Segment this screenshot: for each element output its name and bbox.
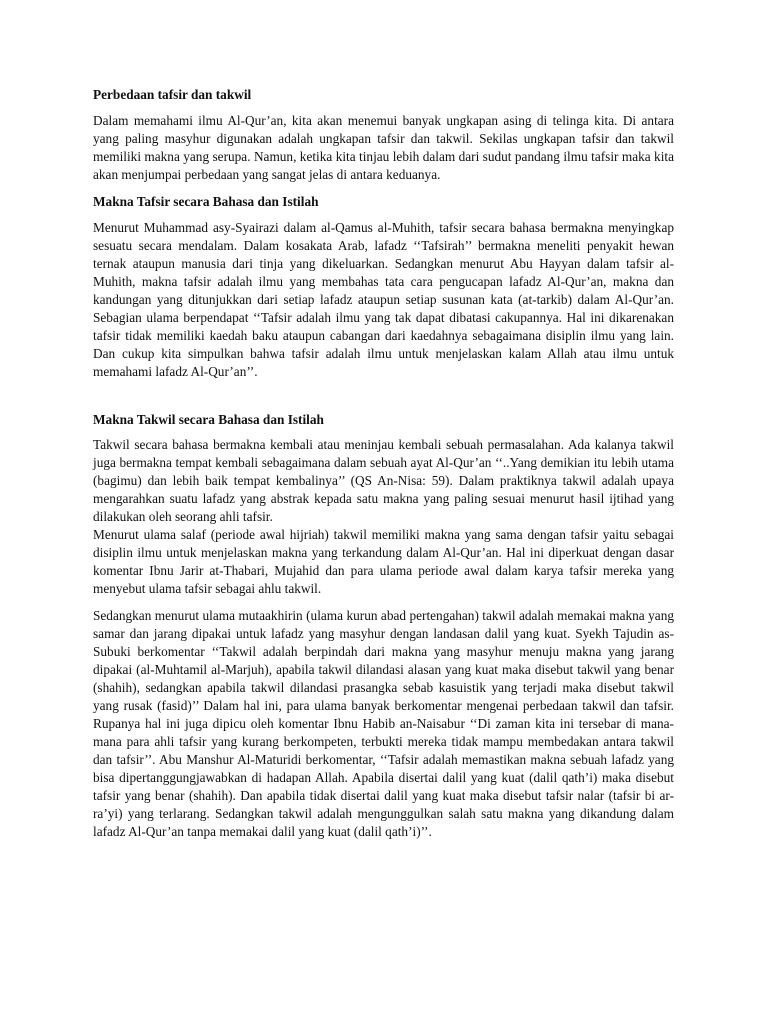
document-page <box>93 86 674 841</box>
section-paragraph: Sedangkan menurut ulama mutaakhirin (ulama kurun abad pertengahan) takwil adalah memakai makna yang samar dan jarang dipakai untuk lafadz yang masyhur dengan landasan dalil yang kuat. Syekh Tajudin as-Subuki berkomentar ‘‘Takwil adalah berpindah dari makna yang masyhur menuju makna yang jarang dipakai (al-Muhtamil al-Marjuh), apabila takwil dilandasi alasan yang kuat maka disebut takwil yang benar (shahih), sedangkan apabila takwil dilandasi prasangka sebab kasuistik yang terjadi maka disebut takwil yang rusak (fasid)’’ Dalam hal ini, para ulama banyak berkomentar mengenai perbedaan takwil dan tafsir. Rupanya hal ini juga dipicu oleh komentar Ibnu Habib an-Naisabur ‘‘Di zaman kita ini tersebar di mana-mana para ahli tafsir yang kurang berkompeten, terbukti mereka tidak mampu membedakan antara takwil dan tafsir’’. Abu Manshur Al-Maturidi berkomentar, ‘‘Tafsir adalah memastikan makna sebuah lafadz yang bisa dipertanggungjawabkan di hadapan Allah. Apabila disertai dalil yang kuat (dalil qath’i) maka disebut tafsir yang benar (shahih). Dan apabila tidak disertai dalil yang kuat maka disebut tafsir nalar (tafsir bi ar-ra’yi) yang terlarang. Sedangkan takwil adalah mengunggulkan salah satu makna yang dikandung dalam lafadz Al-Qur’an tanpa memakai dalil yang kuat (dalil qath’i)’’. <box>93 608 674 839</box>
section-paragraph: Menurut Muhammad asy-Syairazi dalam al-Qamus al-Muhith, tafsir secara bahasa bermakna menyingkap sesuatu secara mendalam. Dalam kosakata Arab, lafadz ‘‘Tafsirah’’ bermakna meneliti penyakit hewan ternak ataupun manusia dari tinja yang dikeluarkan. Sedangkan menurut Abu Hayyan dalam tafsir al-Muhith, makna tafsir adalah ilmu yang membahas tata cara pengucapan lafadz Al-Qur’an, makna dan kandungan yang ditunjukkan dari setiap lafadz ataupun setiap susunan kata (at-tarkib) dalam Al-Qur’an. Sebagian ulama berpendapat ‘‘Tafsir adalah ilmu yang tak dapat dibatasi cakupannya. Hal ini dikarenakan tafsir tidak memiliki kaedah baku ataupun cabangan dari kaedahnya sebagaimana disiplin ilmu yang lain. Dan cukup kita simpulkan bahwa tafsir adalah ilmu untuk menjelaskan kalam Allah atau ilmu untuk memahami lafadz Al-Qur’an’’. <box>93 220 674 379</box>
section-heading-makna-tafsir: Makna Tafsir secara Bahasa dan Istilah <box>93 194 319 209</box>
section-heading-makna-takwil: Makna Takwil secara Bahasa dan Istilah <box>93 412 324 427</box>
section-paragraph: Dalam memahami ilmu Al-Qur’an, kita akan menemui banyak ungkapan asing di telinga kita. Di antara yang paling masyhur digunakan adalah ungkapan tafsir dan takwil. Sekilas ungkapan tafsir dan takwil memiliki makna yang serupa. Namun, ketika kita tinjau lebih dalam dari sudut pandang ilmu tafsir maka kita akan menjumpai perbedaan yang sangat jelas di antara keduanya. <box>93 113 674 182</box>
section-paragraph: Takwil secara bahasa bermakna kembali atau meninjau kembali sebuah permasalahan. Ada kalanya takwil juga bermakna tempat kembali sebagaimana dalam sebuah ayat Al-Qur’an ‘‘..Yang demikian itu lebih utama (bagimu) dan lebih baik tempat kembalinya’’ (QS An-Nisa: 59). Dalam praktiknya takwil adalah upaya mengarahkan suatu lafadz yang abstrak kepada satu makna yang paling sesuai menurut hasil ijtihad yang dilakukan oleh seorang ahli tafsir. <box>93 437 674 524</box>
section-paragraph: Menurut ulama salaf (periode awal hijriah) takwil memiliki makna yang sama dengan tafsir yaitu sebagai disiplin ilmu untuk menjelaskan makna yang terkandung dalam Al-Qur’an. Hal ini diperkuat dengan dasar komentar Ibnu Jarir at-Thabari, Mujahid dan para ulama periode awal dalam karya tafsir mereka yang menyebut ulama tafsir sebagai ahlu takwil. <box>93 527 674 596</box>
section-heading-perbedaan: Perbedaan tafsir dan takwil <box>93 87 252 102</box>
